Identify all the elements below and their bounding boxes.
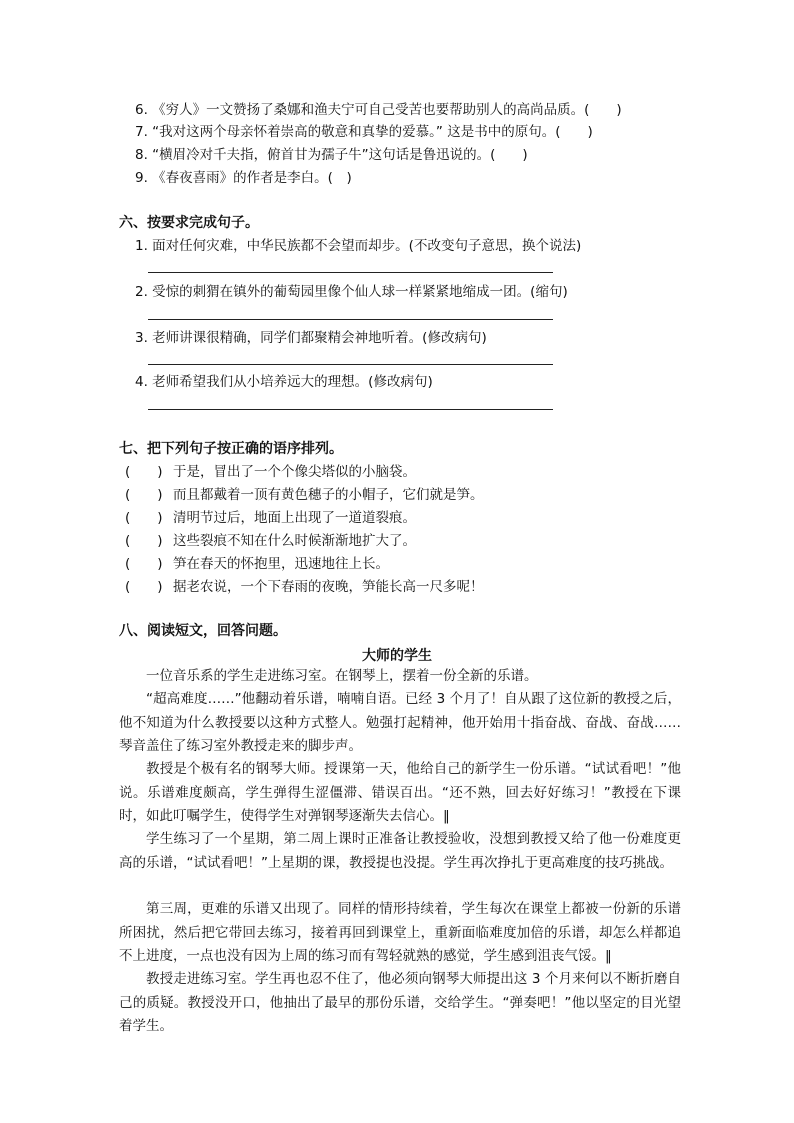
- order-bracket[interactable]: ( ): [125, 464, 163, 480]
- passage-paragraph-2: “超高难度……”他翻动着乐谱，喃喃自语。已经 3 个月了！自从跟了这位新的教授之后，他不知道为什么教授要以这种方式整人。勉强打起精神，他开始用十指奋战、奋战、奋战……琴音盖住了练习室外教授走来的脚步声。: [119, 691, 681, 754]
- order-bracket[interactable]: ( ): [125, 579, 163, 595]
- order-row-3: [125, 509, 416, 527]
- order-row-4: [125, 532, 416, 550]
- judge-item-7: 7. “我对这两个母亲怀着崇高的敬意和真挚的爱慕。” 这是书中的原句。( ): [135, 124, 593, 140]
- passage-paragraph-5: 第三周，更难的乐谱又出现了。同样的情形持续着，学生每次在课堂上都被一份新的乐谱所困扰，然后把它带回去练习，接着再回到课堂上，重新面临难度加倍的乐谱，却怎么样都追不上进度，一点也没有因为上周的练习而有驾轻就熟的感觉，学生感到沮丧气馁。‖: [119, 901, 681, 964]
- order-sentence: 清明节过后，地面上出现了一道道裂痕。: [173, 510, 416, 526]
- order-sentence: 而且都戴着一顶有黄色穗子的小帽子，它们就是笋。: [173, 487, 484, 503]
- answer-line-1[interactable]: [148, 272, 553, 273]
- answer-line-3[interactable]: [148, 364, 553, 365]
- section-7-heading: 七、把下列句子按正确的语序排列。: [119, 441, 343, 457]
- passage-title: 大师的学生: [362, 648, 432, 664]
- order-sentence: 于是，冒出了一个个像尖塔似的小脑袋。: [173, 464, 416, 480]
- order-row-5: [125, 555, 389, 573]
- order-sentence: 笋在春天的怀抱里，迅速地往上长。: [173, 556, 389, 572]
- answer-line-4[interactable]: [148, 409, 553, 410]
- section-6-item-1: 1. 面对任何灾难，中华民族都不会望而却步。(不改变句子意思，换个说法): [135, 238, 582, 254]
- passage-paragraph-1: 一位音乐系的学生走进练习室。在钢琴上，摆着一份全新的乐谱。: [146, 668, 538, 684]
- order-sentence: 这些裂痕不知在什么时候渐渐地扩大了。: [173, 533, 416, 549]
- judge-item-9: 9. 《春夜喜雨》的作者是李白。( ): [135, 170, 352, 186]
- order-bracket[interactable]: ( ): [125, 556, 163, 572]
- section-8-heading: 八、阅读短文，回答问题。: [119, 623, 287, 639]
- order-sentence: 据老农说，一个下春雨的夜晚，笋能长高一尺多呢！: [173, 579, 484, 595]
- order-row-1: [125, 463, 416, 481]
- section-6-heading: 六、按要求完成句子。: [119, 215, 259, 231]
- answer-line-2[interactable]: [148, 319, 553, 320]
- passage-paragraph-3: 教授是个极有名的钢琴大师。授课第一天，他给自己的新学生一份乐谱。“试试看吧！”他说。乐谱难度颇高，学生弹得生涩僵滞、错误百出。“还不熟，回去好好练习！”教授在下课时，如此叮嘱学生，使得学生对弹钢琴逐渐失去信心。‖: [119, 761, 681, 824]
- order-bracket[interactable]: ( ): [125, 487, 163, 503]
- section-6-item-3: 3. 老师讲课很精确，同学们都聚精会神地听着。(修改病句): [135, 330, 487, 346]
- section-6-item-2: 2. 受惊的刺猬在镇外的葡萄园里像个仙人球一样紧紧地缩成一团。(缩句): [135, 284, 568, 300]
- order-row-2: [125, 486, 484, 504]
- passage-paragraph-4: 学生练习了一个星期，第二周上课时正准备让教授验收，没想到教授又给了他一份难度更高的乐谱，“试试看吧！”上星期的课，教授提也没提。学生再次挣扎于更高难度的技巧挑战。: [119, 831, 681, 871]
- judge-item-6: 6. 《穷人》一文赞扬了桑娜和渔夫宁可自己受苦也要帮助别人的高尚品质。( ): [135, 102, 622, 118]
- section-6-item-4: 4. 老师希望我们从小培养远大的理想。(修改病句): [135, 374, 433, 390]
- order-bracket[interactable]: ( ): [125, 510, 163, 526]
- order-row-6: [125, 578, 484, 596]
- passage-paragraph-6: 教授走进练习室。学生再也忍不住了，他必须向钢琴大师提出这 3 个月来何以不断折磨自己的质疑。教授没开口，他抽出了最早的那份乐谱，交给学生。“弹奏吧！”他以坚定的目光望着学生。: [119, 971, 681, 1034]
- judge-item-8: 8. “横眉冷对千夫指，俯首甘为孺子牛”这句话是鲁迅说的。( ): [135, 147, 528, 163]
- order-bracket[interactable]: ( ): [125, 533, 163, 549]
